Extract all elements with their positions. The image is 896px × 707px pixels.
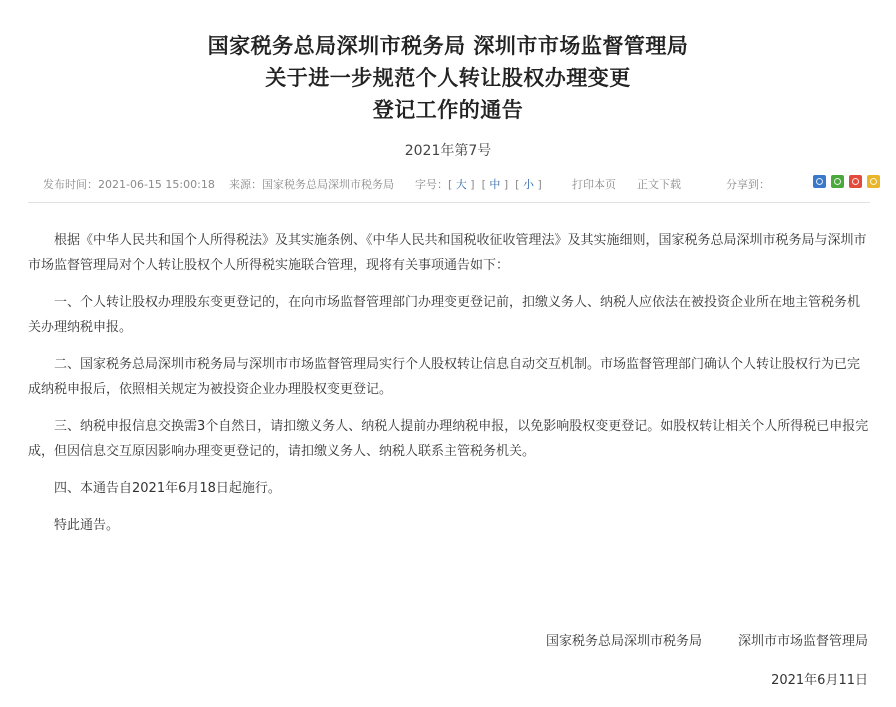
issuer-market-regulator: 深圳市市场监督管理局	[737, 634, 868, 649]
divider	[28, 202, 870, 203]
font-size-label: 字号：	[415, 178, 448, 191]
notice-title	[0, 30, 896, 126]
paragraph-closing: 特此通告。	[54, 518, 120, 533]
font-small-button[interactable]: 小	[522, 178, 534, 191]
issuer-tax-bureau: 国家税务总局深圳市税务局	[545, 634, 702, 649]
paragraph-item-1: 一、个人转让股权办理股东变更登记的，在向市场监督管理部门办理变更登记前，扣缴义务人、纳税人应依法在被投资企业所在地主管税务机关办理纳税申报。	[28, 295, 861, 335]
qzone-icon[interactable]	[867, 175, 880, 188]
text-download-link[interactable]: 正文下载	[637, 178, 681, 191]
font-size-control: 字号：[ 大 ] [ 中 ] [ 小 ]	[415, 178, 542, 191]
title-line-3: 登记工作的通告	[372, 98, 524, 122]
notice-body	[28, 228, 870, 550]
issue-date: 2021年6月11日	[771, 673, 868, 688]
wechat-icon[interactable]	[831, 175, 844, 188]
document-number: 2021年第7号	[404, 143, 492, 159]
meta-bar	[43, 174, 863, 194]
font-large-button[interactable]: 大	[455, 178, 467, 191]
plus-share-icon[interactable]	[813, 175, 826, 188]
font-medium-button[interactable]: 中	[489, 178, 501, 191]
print-page-link[interactable]: 打印本页	[572, 178, 616, 191]
paragraph-intro: 根据《中华人民共和国个人所得税法》及其实施条例、《中华人民共和国税收征收管理法》及其实施细则，国家税务总局深圳市税务局与深圳市市场监督管理局对个人转让股权个人所得税实施联合管理，现将有关事项通告如下：	[28, 233, 867, 273]
paragraph-item-3: 三、纳税申报信息交换需3个自然日，请扣缴义务人、纳税人提前办理纳税申报，以免影响股权变更登记。如股权转让相关个人所得税已申报完成，但因信息交互原因影响办理变更登记的，请扣缴义务人、纳税人联系主管税务机关。	[28, 419, 869, 459]
title-line-2: 关于进一步规范个人转让股权办理变更	[265, 66, 631, 90]
weibo-icon[interactable]	[849, 175, 862, 188]
title-line-1: 国家税务总局深圳市税务局 深圳市市场监督管理局	[207, 34, 689, 58]
publish-time: 发布时间：2021-06-15 15:00:18	[43, 178, 215, 191]
share-icons	[813, 174, 885, 188]
paragraph-item-4: 四、本通告自2021年6月18日起施行。	[54, 481, 281, 496]
issuing-organizations	[510, 630, 868, 649]
paragraph-item-2: 二、国家税务总局深圳市税务局与深圳市市场监督管理局实行个人股权转让信息自动交互机制。市场监督管理部门确认个人转让股权行为已完成纳税申报后，依照相关规定为被投资企业办理股权变更登记。	[28, 357, 861, 397]
share-label: 分享到：	[726, 178, 770, 191]
source: 来源：国家税务总局深圳市税务局	[229, 178, 394, 191]
